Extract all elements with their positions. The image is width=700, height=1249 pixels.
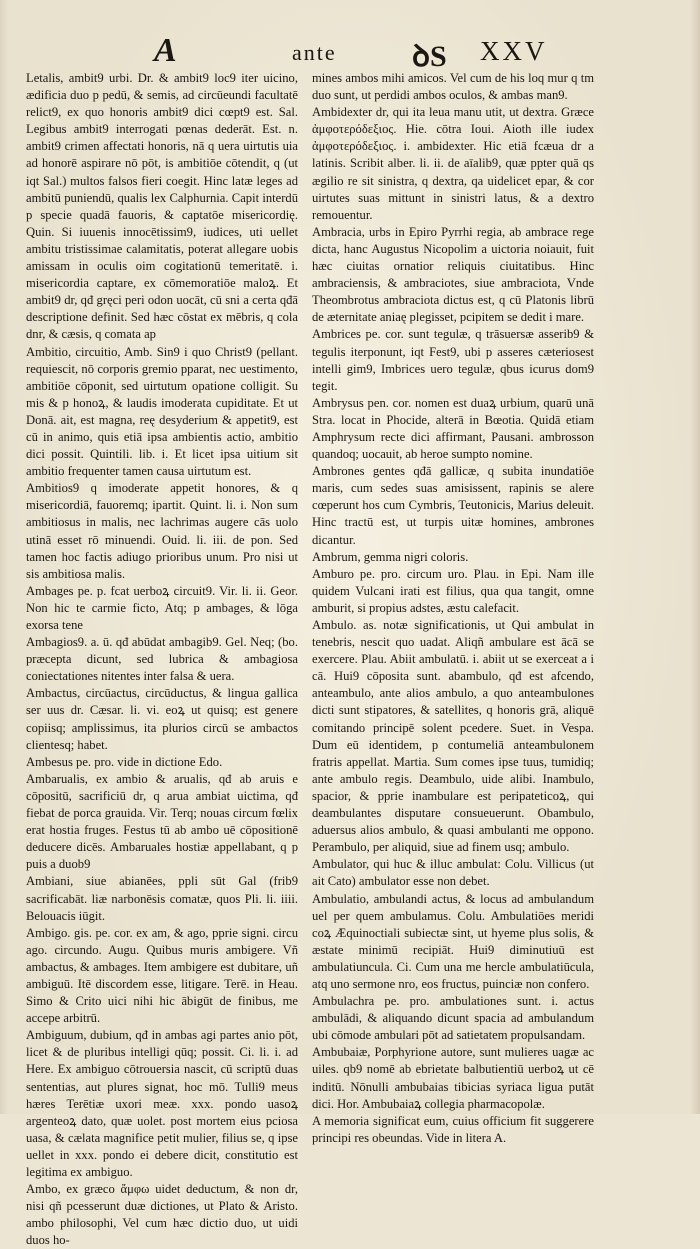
entry-ambrones: Ambrones gentes qđā gallicæ, q subita inundatiōe maris, cum sedes suas amisissent, rapinis se alere cœperunt hos cum Cymbris, Teutonicis, Marius deleuit. Hinc tractū est, ut turpis uitæ homines, ambrones dicantur. xyxy=(312,464,594,547)
signature-mark: A xyxy=(154,32,178,69)
page-header xyxy=(150,32,570,72)
entry-ambrysus: Ambrysus pen. cor. nomen est duaꝝ urbium, quarū unā Stra. locat in Phocide, alterā in Bœotia. Quidā etiam Amphrysum recte dici affirmant, Pausani. ambrosson quandoq; uocauit, ab heroe sumpto nomine. xyxy=(312,395,594,462)
entry-ambulo: Ambulo. as. notæ significationis, ut Qui ambulat in tenebris, nescit quo uadat. Aliqñ ambulare est ācā se exercere. Plau. Abiit ambulatū. i. abiit ut se exerceat a i cā. Hui9 cōposita sunt. abambulo, qđ est afcendo, anteambulo, ante alios ambulo, a quo anteambulones dicti sunt stipatores, & satellites, q honoris grā, aliquē comitando principē solent pcedere. Suet. in Vespa. Dum eū identidem, p contumeliā anteambulonem fratris appellat. Martia. Sum comes ipse tuus, tumidiq; ante ambulo regis. Deambulo, uide alibi. Inambulo, spacior, & pprie inambulare est peripateticoꝝ, qui deambulantes disputare consueuerunt. Obambulo, aduersus alios ambulo, & quasi ambulanti me oppono. Perambulo, per aliquid, siue ad finem usq; ambulo. xyxy=(312,618,594,855)
entry-ambo-continued: mines ambos mihi amicos. Vel cum de his loq mur q tm duo sunt, ut perdidi ambos oculos, & ambas man9. xyxy=(312,71,594,103)
entry-ambiani: Ambiani, siue abianēes, ppli sūt Gal (frib9 sacrificabāt. liæ narbonēsis comatæ, quos Pli. li. iiii. Belouacis iūgit. xyxy=(26,874,298,923)
entry-ambubaiae: Ambubaiæ, Porphyrione autore, sunt mulieres uagæ ac uiles. qb9 nomē ab ebrietate balbutientiū uerboꝝ ut cē inditū. Nōnulli ambubaias tibicias syriaca ligua putāt dici. Hor. Ambubaiaꝝ collegia pharmacopolæ. xyxy=(312,1045,594,1111)
entry-ambarualis: Ambarualis, ex ambio & arualis, qđ ab aruis e cōpositū, sacrificiū dr, q arua ambiat uictima, qđ fiebat de porca grauida. Vir. Terq; nouas circum fœlix erat hostia fruges. Festus tū ab ambo uē cōpositionē deducere dicēs. Ambaruales hostiæ appellabant, q p puis a duob9 xyxy=(26,771,298,872)
entry-ambactus: Ambactus, circūactus, circūductus, & lingua gallica ser uus dr. Cæsar. li. vi. eoꝝ ut quisq; est genere copiisq; amplissimus, ita plurios circū se ambactos clientesq; habet. xyxy=(26,686,298,752)
folio-number: XXV xyxy=(480,36,548,66)
entry-ambidexter: Ambidexter dr, qui ita leua manu utit, ut dextra. Græce ἀμφοτερόδεξιος. Hie. cōtra Ioui. Aioth ille iudex ἀμφοτερόδεξιος. i. ambidexter. Hic etiā fcæua dr a latinis. Scribit alber. li. ii. de aīalib9, quæ ppter quā qs ægilio re sit sinistra, q dextra, qa uidelicet epar, & cor uirtutes suas mittunt in sinistri latus, & a dextro remouentur. xyxy=(312,105,594,222)
entry-ambiguum: Ambiguum, dubium, qđ in ambas agi partes anio pōt, licet & de pluribus intelligi qūq; possit. Ci. li. i. ad Here. Ex ambiguo cōtrouersia nascit, cū scriptū duas sententias, aut plures signat, hoc mō. Tulli9 meus hæres Terētiæ uxori meæ. xxx. pondo uasoꝝ argenteoꝝ dato, quæ uolet. post mortem eius pciosa uasa, & cælata magnifice petit mulier, filius se, q ipse uellet in xxx. pondo ei debere dicit, constitutio est legitima ex ambiguo. xyxy=(26,1028,298,1179)
entry-ambrices: Ambrices pe. cor. sunt tegulæ, q trāsuersæ asserib9 & tegulis iterponunt, iqt Fest9, ubi p asseres cæteriosest intelli gim9, Imbrices uero tegulæ, qbus icurus dom9 tegit. xyxy=(312,327,594,393)
entry-ambracia: Ambracia, urbs in Epiro Pyrrhi regia, ab ambrace rege dicta, hanc Augustus Nicopolim a uictoria noiauit, fuit hæc ciuitas ornatior reliquis ciuitatibus. Hinc ambraciensis, & ambraciotes, siue ambraciota, Vnde Theombrotus ambraciota dictus est, q cū Platonis librū de æternitate aniaę plegisset, pcipitem se dedit i mare. xyxy=(312,224,594,325)
page-edge-right xyxy=(690,0,700,1114)
page-edge-left xyxy=(0,0,8,1114)
entry-ambages: Ambages pe. p. fcat uerboꝝ circuit9. Vir. li. ii. Geor. Non hic te carmie ficto, Atq; p ambages, & lōga exorsa tene xyxy=(26,583,298,632)
entry-ambulachra: Ambulachra pe. pro. ambulationes sunt. i. actus ambulādi, & aliquando dicunt spacia ad ambulandum ubi cōmode ambulari pōt ad satietatem propulsandam. xyxy=(312,994,594,1043)
entry-ambesus: Ambesus pe. pro. vide in dictione Edo. xyxy=(26,754,223,769)
entry-ambitus: Letalis, ambit9 urbi. Dr. & ambit9 loc9 iter uicino, ædificia duo p pedū, & semis, ad circūeundi facultatē relict9, ex quo honoris ambit9 dici cœpt9 est. Sal. Legibus ambit9 interrogati pœnas dederāt. Est. n. ambit9 crimen affectati honoris, nā q uera uirtutis uia ad honorē aspirare nō pōt, is ambitiōe cōtendit, q (ut iqt Sal.) multos falsos fieri coegit. Hinc latæ leges ad ambitū puniendū, qualis lex Calphurnia. Capit interdū p specie quadā fauoris, & captatōe misericordię. Quin. Si iuuenis innocētissim9, iudices, uti uellet ambitu tristissimae calamitatis, poterat allegare uobis amissam in oculis oim cogitationū temeritatē. i. misericordia captare, ex cōmemoratiōe maloꝝ. Et ambit9 dr, qđ gręci peri odon uocāt, cū sni a certa qđā descriptione definit. Sed hæc cōstat ex mēbris, q cola dnr, & cæsis, q comata ap xyxy=(26,71,298,342)
entry-ambagiosus: Ambagios9. a. ū. qđ abūdat ambagib9. Gel. Neq; (bo. præcepta dicunt, sed lubrica & ambagiosa coniectationes nitentes inter falsa & uera. xyxy=(26,635,298,684)
entry-a-memoria: A memoria significat eum, cuius officium fit suggerere principi res obeundas. Vide in litera A. xyxy=(312,1113,594,1145)
right-column xyxy=(312,70,594,1147)
entry-ambitiosus: Ambitios9 q imoderate appetit honores, & q misericordiā, fauoremq; ipartit. Quint. li. i. Non sum ambitiosus in malis, nec lachrimas augere cās uolo utinā esset rō minuendi. Ouid. li. iii. de pon. Sed tamen hoc factis adiugo prioribus unum. Pro nisi ut sis ambitiosa malis. xyxy=(26,481,298,581)
entry-ambitio: Ambitio, circuitio, Amb. Sin9 i quo Christ9 (pellant. requiescit, nō corporis gremio pparat, nec uestimento, ambitiōe cōponit, sed uirtutum opatione colligit. Su mis & p honoꝝ, & laudis imoderata cupiditate. Et ut Donā. ait, est magna, reę desyderium & appetit9, est cū in animo, quis etiā ipsa ambientis actio, ambitio dici possit. Quintili. lib. i. Et licet ipsa uitium sit ambitio frequenter tamen causa uirtutum est. xyxy=(26,344,298,479)
entry-ambulator: Ambulator, qui huc & illuc ambulat: Colu. Villicus (ut ait Cato) ambulator esse non debet. xyxy=(312,857,594,889)
entry-ambrum: Ambrum, gemma nigri coloris. xyxy=(312,549,469,564)
entry-ambo: Ambo, ex græco ἄμφω uidet deductum, & non dr, nisi qñ pcesserunt duæ dictiones, ut Plato & Aristo. ambo philosophi, Vel cum hæc dictio duo, ut uidi duos ho- xyxy=(26,1182,298,1248)
header-ornament: ꝺS xyxy=(412,40,447,73)
entry-ambulatio: Ambulatio, ambulandi actus, & locus ad ambulandum uel per quem ambulamus. Colu. Ambulatiōes meridi coꝝ Æquinoctiali subiectæ sint, ut hyeme plus solis, & æstate minimū recipiāt. Hui9 diminutiuū est ambulatiuncula. Ci. Cum una me hercle ambulatiūcula, atq uno sermone nro, eos fructus, puinciæ non confero. xyxy=(312,891,594,991)
entry-ambigo: Ambigo. gis. pe. cor. ex am, & ago, pprie signi. circu ago. circundo. Augu. Quibus muris ambigere. Vñ ambactus, & ambages. Item ambigere est dubitare, uñ ambiguū. Itē discordem esse, litigare. Terē. in Heau. Simo & Crito uici nihi hic ābigūt de finibus, me accepe arbitrū. xyxy=(26,925,298,1026)
left-column xyxy=(26,70,298,1249)
entry-amburo: Amburo pe. pro. circum uro. Plau. in Epi. Nam ille quidem Vulcani irati est filius, qua qua tangit, omne amburit, si propius adstes, æstu calefacit. xyxy=(312,566,594,615)
running-head: ante xyxy=(292,40,337,65)
